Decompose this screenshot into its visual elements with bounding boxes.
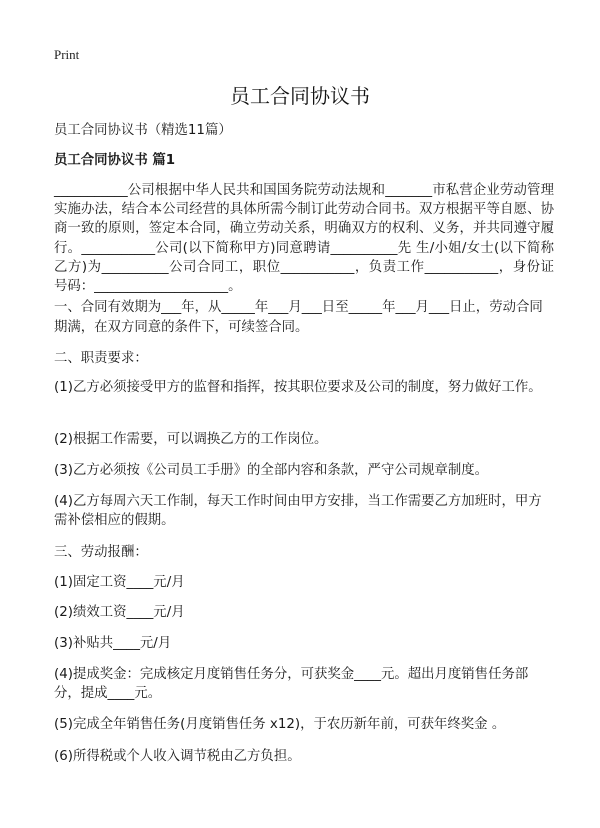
duty-item-2: (2)根据工作需要，可以调换乙方的工作岗位。 bbox=[54, 432, 328, 447]
document-subtitle: 员工合同协议书（精选11篇） bbox=[54, 123, 232, 138]
paragraph-intro: ___________公司根据中华人民共和国国务院劳动法规和_______市私营企业劳动管理实施办法，结合本公司经营的具体所需今制订此劳动合同书。双方根据平等自愿、协商一致的原则，签定本合同，确立劳动关系，明确双方的权利、义务，并共同遵守履行。___________公司(以下简称甲方)同意聘请__________先 生/小姐/女士(以下简称乙方)为__________公司合同工，职位___________，负责工作___________，身份证号码：____________________。 bbox=[54, 183, 554, 295]
paragraph-contract-term: 一、合同有效期为___年，从_____年___月___日至_____年___月___日止，劳动合同期满，在双方同意的条件下，可续签合同。 bbox=[54, 300, 543, 335]
duty-item-4: (4)乙方每周六天工作制，每天工作时间由甲方安排，当工作需要乙方加班时，甲方需补偿相应的假期。 bbox=[54, 494, 542, 528]
pay-item-1: (1)固定工资____元/月 bbox=[54, 575, 185, 590]
heading-pay: 三、劳动报酬： bbox=[54, 545, 148, 560]
pay-item-5: (5)完成全年销售任务(月度销售任务 x12)，于农历新年前，可获年终奖金 。 bbox=[54, 717, 506, 732]
pay-item-2: (2)绩效工资____元/月 bbox=[54, 605, 185, 620]
print-link[interactable]: Print bbox=[54, 47, 80, 62]
heading-duties: 二、职责要求： bbox=[54, 351, 148, 366]
pay-item-4: (4)提成奖金：完成核定月度销售任务分，可获奖金____元。超出月度销售任务部分，提成____元。 bbox=[54, 667, 529, 701]
duty-item-3: (3)乙方必须按《公司员工手册》的全部内容和条款，严守公司规章制度。 bbox=[54, 463, 489, 478]
pay-item-3: (3)补贴共____元/月 bbox=[54, 636, 172, 651]
duty-item-1: (1)乙方必须接受甲方的监督和指挥，按其职位要求及公司的制度，努力做好工作。 bbox=[54, 380, 542, 395]
document-title: 员工合同协议书 bbox=[230, 84, 370, 108]
section-title: 员工合同协议书 篇1 bbox=[54, 153, 176, 168]
pay-item-6: (6)所得税或个人收入调节税由乙方负担。 bbox=[54, 749, 301, 764]
